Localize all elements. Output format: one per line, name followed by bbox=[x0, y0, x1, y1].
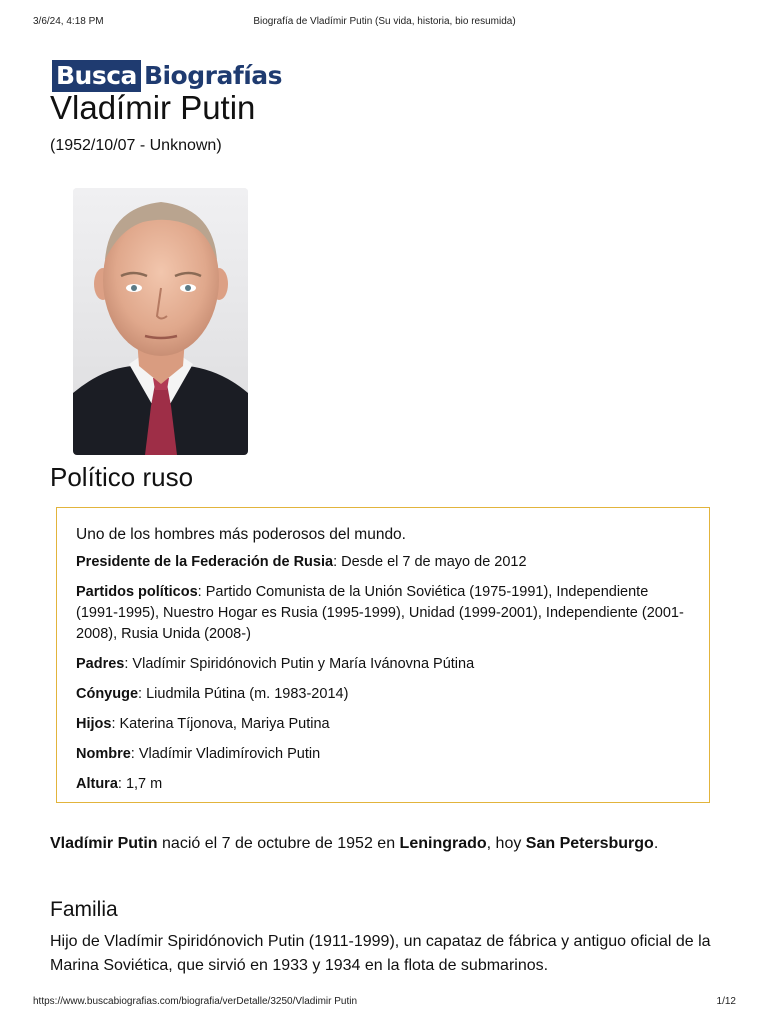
infobox-value: : Vladímir Vladimírovich Putin bbox=[130, 746, 321, 762]
infobox-row bbox=[76, 744, 691, 765]
page-title: Vladímir Putin bbox=[50, 89, 256, 126]
section-heading-familia: Familia bbox=[50, 898, 118, 921]
section-body-familia: Hijo de Vladímir Spiridónovich Putin (1911-1999), un capataz de fábrica y antiguo oficial de la Marina Soviética, que sirvió en 1933 y 1934 en la flota de submarinos. bbox=[50, 933, 711, 974]
intro-text: , hoy bbox=[486, 835, 526, 852]
occupation-heading: Político ruso bbox=[50, 462, 194, 492]
print-header bbox=[33, 16, 736, 30]
intro-text: . bbox=[653, 835, 659, 852]
infobox bbox=[56, 507, 710, 803]
infobox-label: Hijos bbox=[76, 716, 112, 732]
intro-name: Vladímir Putin bbox=[50, 835, 158, 852]
intro-current-city: San Petersburgo bbox=[525, 835, 654, 852]
infobox-row bbox=[76, 684, 691, 705]
intro-paragraph bbox=[50, 833, 730, 855]
infobox-value: : Desde el 7 de mayo de 2012 bbox=[333, 554, 527, 570]
logo-busca-text: Busca bbox=[52, 60, 141, 92]
logo-biografias-text: Biografías bbox=[143, 61, 283, 90]
life-dates: (1952/10/07 - Unknown) bbox=[50, 137, 222, 154]
infobox-label: Cónyuge bbox=[76, 686, 139, 702]
infobox-value: : 1,7 m bbox=[117, 776, 163, 792]
intro-birth-city: Leningrado bbox=[399, 835, 487, 852]
page-number: 1/12 bbox=[716, 996, 736, 1007]
infobox-row bbox=[76, 774, 691, 795]
infobox-value: : Partido Comunista de la Unión Soviética (1975-1991), Independiente (1991-1995), Nuestro Hogar es Rusia (1995-1999), Unidad (1999-2001), Independiente (2001-2008), Rusia Unida (2008-) bbox=[76, 584, 684, 642]
infobox-label: Altura bbox=[76, 776, 118, 792]
infobox-row bbox=[76, 714, 691, 735]
infobox-value: : Vladímir Spiridónovich Putin y María Ivánovna Pútina bbox=[124, 656, 475, 672]
infobox-tagline: Uno de los hombres más poderosos del mundo. bbox=[76, 526, 406, 543]
infobox-value: : Katerina Tíjonova, Mariya Putina bbox=[111, 716, 330, 732]
print-url[interactable]: https://www.buscabiografias.com/biografia/verDetalle/3250/Vladimir Putin bbox=[33, 996, 358, 1007]
infobox-row bbox=[76, 582, 691, 645]
infobox-value: : Liudmila Pútina (m. 1983-2014) bbox=[138, 686, 349, 702]
infobox-row bbox=[76, 654, 691, 675]
print-footer bbox=[33, 996, 736, 1010]
infobox-row bbox=[76, 552, 691, 573]
infobox-label: Presidente de la Federación de Rusia bbox=[76, 554, 334, 570]
infobox-label: Partidos políticos bbox=[76, 584, 198, 600]
portrait-photo bbox=[73, 188, 248, 455]
infobox-label: Nombre bbox=[76, 746, 131, 762]
intro-text: nació el 7 de octubre de 1952 en bbox=[157, 835, 400, 852]
print-datetime: 3/6/24, 4:18 PM bbox=[33, 16, 104, 27]
print-document-title: Biografía de Vladímir Putin (Su vida, historia, bio resumida) bbox=[253, 16, 516, 27]
infobox-label: Padres bbox=[76, 656, 125, 672]
